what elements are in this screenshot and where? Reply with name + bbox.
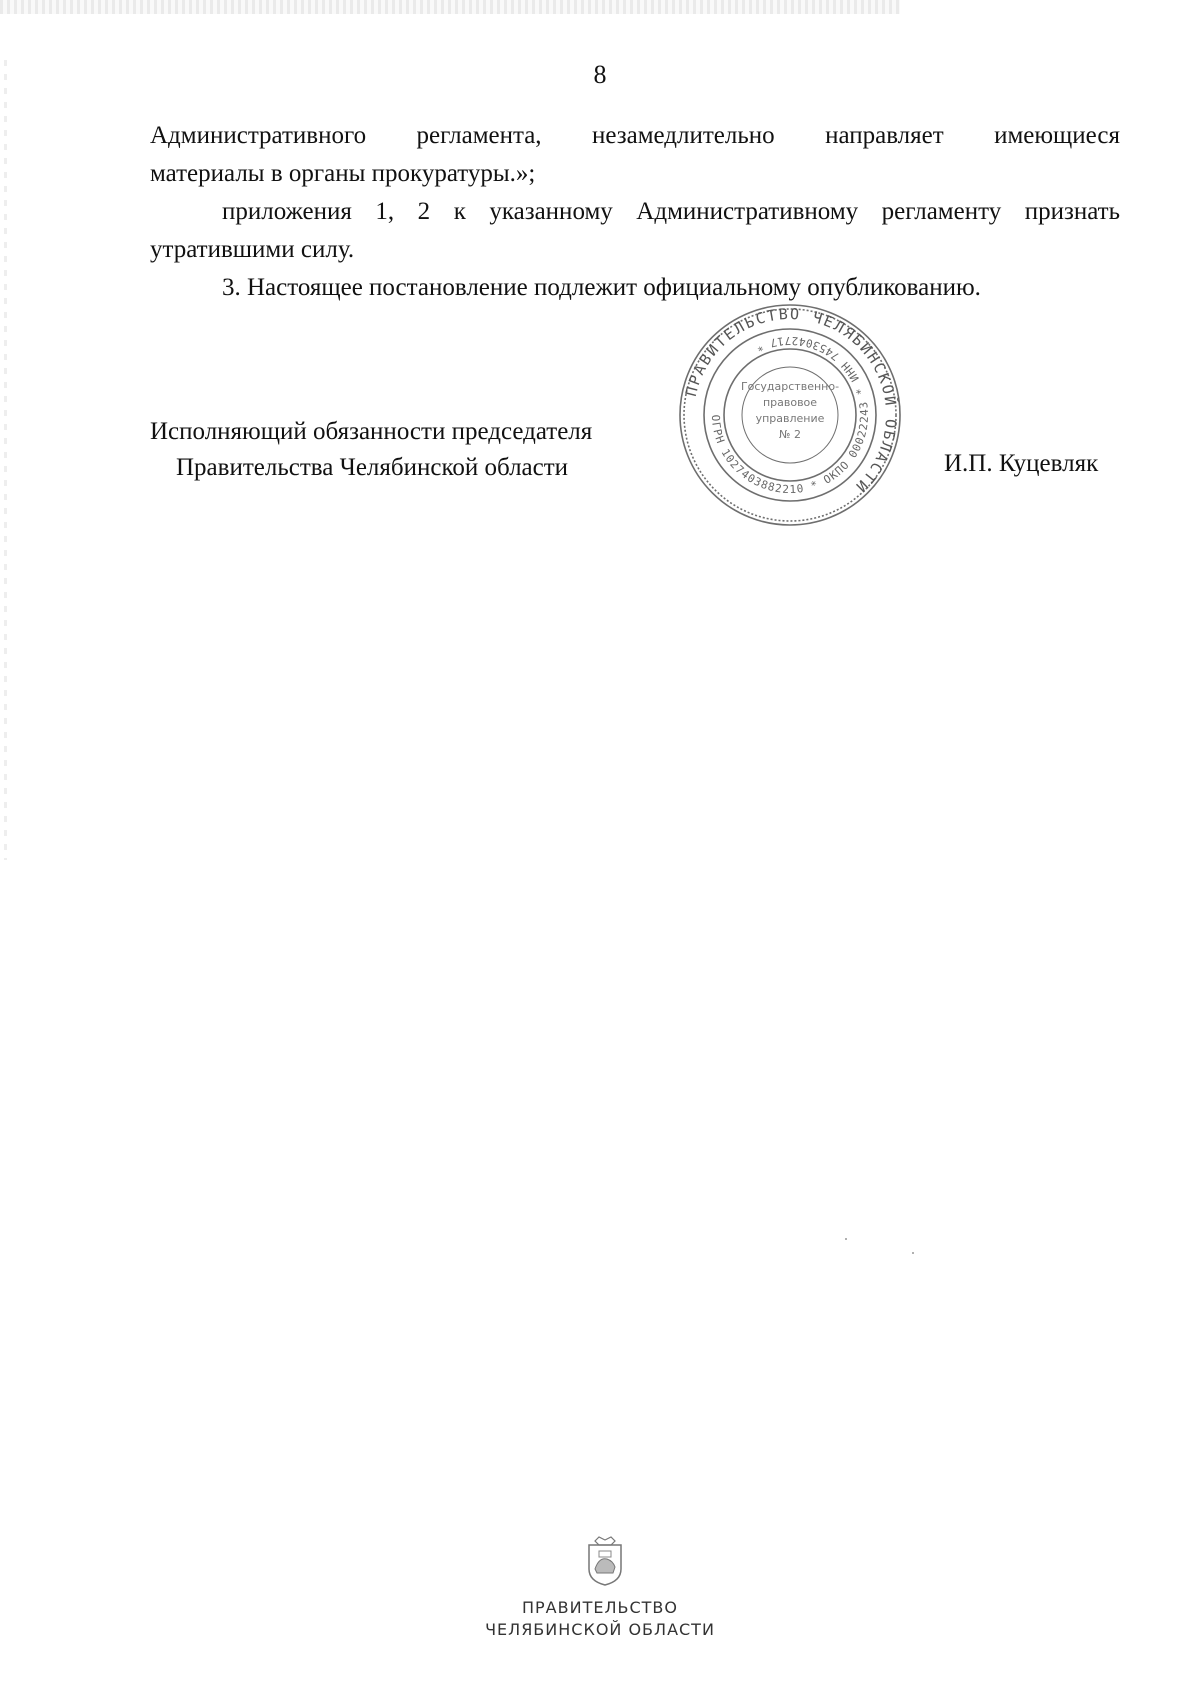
paragraph-line: 3. Настоящее постановление подлежит официальному опубликованию. (222, 274, 981, 301)
signature-position (150, 414, 670, 486)
scan-speck (845, 1238, 847, 1240)
page-number: 8 (593, 60, 607, 89)
seal-outer-text: ПРАВИТЕЛЬСТВО ЧЕЛЯБИНСКОЙ ОБЛАСТИ (681, 304, 901, 497)
signer-name: И.П. Куцевляк (944, 450, 1099, 477)
seal-center-line4: № 2 (779, 428, 801, 441)
scan-artifact-left (4, 60, 7, 860)
scan-speck (912, 1252, 914, 1254)
seal-center-line1: Государственно- (740, 380, 840, 393)
official-seal-stamp-icon (675, 300, 905, 530)
seal-center-line2: правовое (762, 396, 818, 409)
signer-title-line1: Исполняющий обязанности председателя (150, 418, 593, 445)
paragraph-line: Административного регламента, незамедлительно направляет имеющиеся (150, 122, 1120, 149)
paragraph-line: утратившими силу. (150, 236, 355, 263)
signer-title-line2: Правительства Челябинской области (176, 454, 569, 481)
coat-of-arms-icon (583, 1535, 627, 1587)
document-body (150, 117, 1120, 307)
footer-organization (0, 1597, 1200, 1641)
footer-line2: ЧЕЛЯБИНСКОЙ ОБЛАСТИ (485, 1620, 715, 1639)
footer-line1: ПРАВИТЕЛЬСТВО (522, 1598, 678, 1617)
seal-inner-text: ОГРН 1027403882210 * ОКПО 00022243 * ИНН 7453042717 * (708, 333, 872, 497)
paragraph-line: приложения 1, 2 к указанному Административному регламенту признать (222, 198, 1120, 225)
seal-center-line3: управление (755, 412, 825, 425)
paragraph-line: материалы в органы прокуратуры.»; (150, 160, 536, 187)
scan-artifact-top (0, 0, 900, 14)
